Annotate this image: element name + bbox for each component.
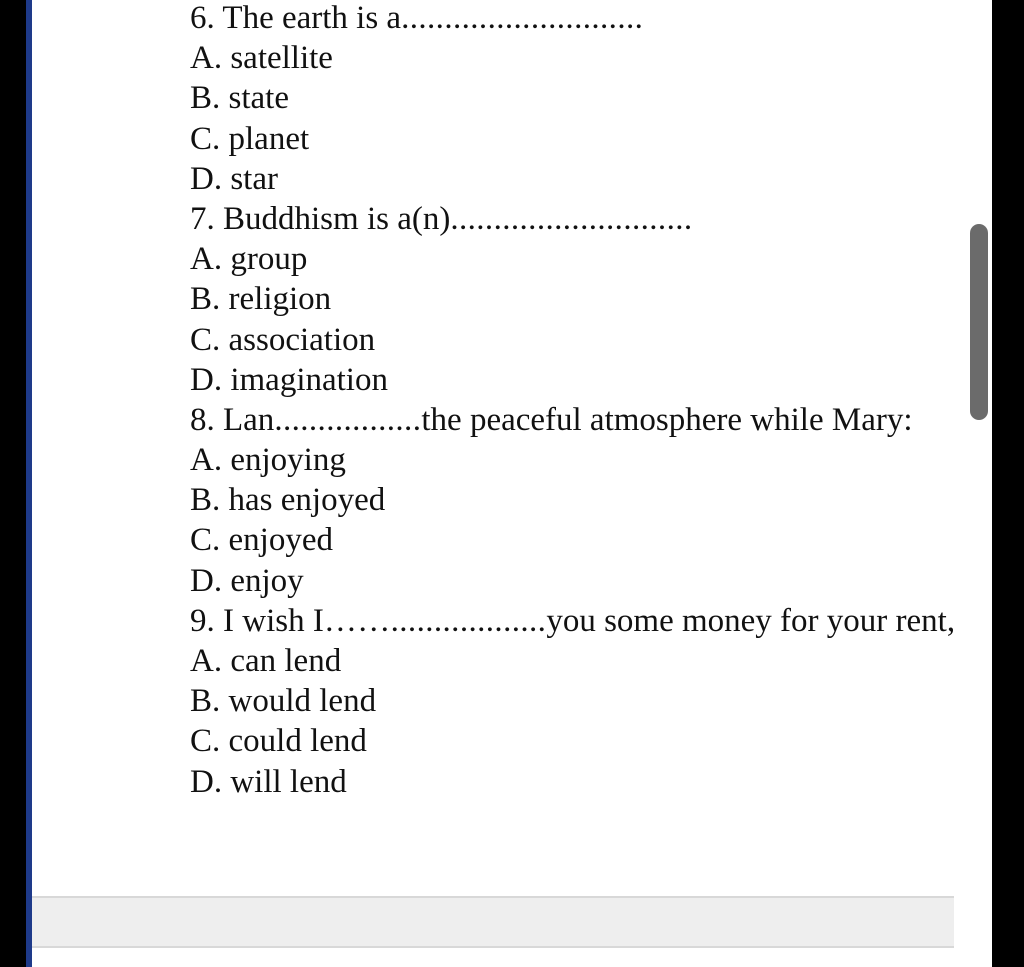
option-b: B. has enjoyed xyxy=(190,482,386,519)
question-text: The earth is a xyxy=(222,0,402,36)
option-d: D. imagination xyxy=(190,361,388,398)
option-a: A. enjoying xyxy=(190,442,346,479)
question-number: 8. xyxy=(190,401,215,438)
quiz-content xyxy=(190,0,960,802)
question-7-stem xyxy=(190,199,960,239)
question-text: I wish I xyxy=(223,602,324,639)
option-a: A. satellite xyxy=(190,40,333,77)
answer-blank: …….................. xyxy=(323,602,547,639)
question-number: 6. xyxy=(190,0,215,36)
option-c: C. enjoyed xyxy=(190,522,333,559)
option-c: C. planet xyxy=(190,120,310,157)
question-text-after: you some money for your rent, xyxy=(546,602,956,639)
screen-right-bezel xyxy=(992,0,1024,967)
question-number: 9. xyxy=(190,602,215,639)
next-page-top xyxy=(32,946,954,967)
answer-blank: ................. xyxy=(274,401,422,438)
option-d: D. star xyxy=(190,160,278,197)
option-c: C. could lend xyxy=(190,723,367,760)
option-b: B. state xyxy=(190,80,289,117)
scrollbar-thumb[interactable] xyxy=(970,224,988,420)
option-b: B. religion xyxy=(190,281,332,318)
page-gap xyxy=(32,896,954,948)
answer-blank: ............................ xyxy=(401,0,644,36)
option-c: C. association xyxy=(190,321,376,358)
answer-blank: ............................ xyxy=(450,200,693,237)
question-9-stem xyxy=(190,601,960,641)
option-b: B. would lend xyxy=(190,683,377,720)
question-text: Lan xyxy=(223,401,275,438)
option-d: D. will lend xyxy=(190,763,347,800)
question-8-stem xyxy=(190,400,960,440)
question-text-after: the peaceful atmosphere while Mary: xyxy=(421,401,913,438)
option-d: D. enjoy xyxy=(190,562,304,599)
screen-left-bezel xyxy=(0,0,26,967)
question-text: Buddhism is a(n) xyxy=(223,200,451,237)
question-number: 7. xyxy=(190,200,215,237)
option-a: A. group xyxy=(190,241,308,278)
option-a: A. can lend xyxy=(190,643,342,679)
question-6-stem xyxy=(190,0,960,38)
